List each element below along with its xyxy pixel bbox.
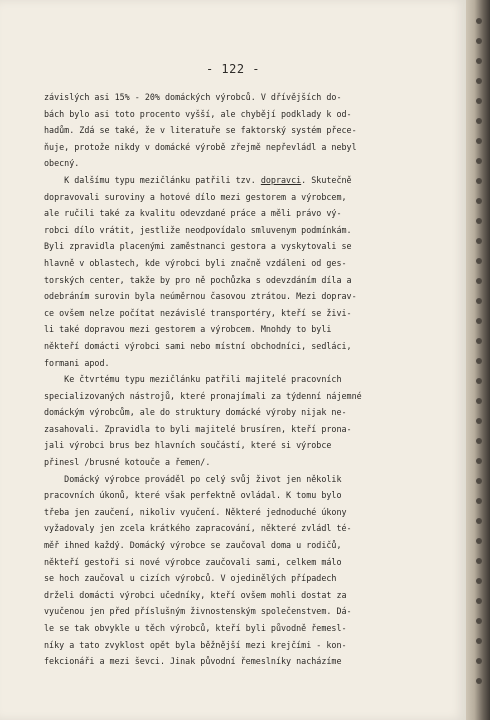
text-line xyxy=(44,388,454,405)
text-segment: závislých asi 15% - 20% domáckých výrobců. V dřívějších do- xyxy=(44,92,342,102)
binding-hole xyxy=(476,458,482,464)
text-line xyxy=(44,155,454,172)
text-line xyxy=(44,653,454,670)
binding-hole xyxy=(476,538,482,544)
binding-hole xyxy=(476,658,482,664)
text-segment: . Skutečně xyxy=(301,174,352,185)
text-segment: domáckým výrobcům, ale do struktury domácké výroby nijak ne- xyxy=(44,407,347,418)
binding-hole xyxy=(476,278,482,284)
text-line xyxy=(44,305,454,322)
page-number: - 122 - xyxy=(205,62,261,76)
binding-hole xyxy=(476,378,482,384)
text-segment: obecný. xyxy=(44,158,80,169)
text-line xyxy=(44,205,454,222)
text-line xyxy=(44,620,454,637)
body-text xyxy=(44,89,454,670)
binding-hole xyxy=(476,58,482,64)
binding-hole xyxy=(476,338,482,344)
binding-hole xyxy=(476,418,482,424)
binding-hole xyxy=(476,558,482,564)
text-line xyxy=(44,603,454,620)
binding-hole xyxy=(476,118,482,124)
text-segment: torských center, takže by pro ně pochůzka s odevzdáním díla a xyxy=(44,274,352,285)
binding-hole xyxy=(476,218,482,224)
text-line xyxy=(44,189,454,206)
text-segment: zasahovali. Zpravidla to byli majitelé brusíren, kteří prona- xyxy=(44,423,352,434)
text-line xyxy=(44,222,454,239)
text-segment: bách bylo asi toto procento vyšší, ale chybějí podklady k od- xyxy=(44,108,352,119)
text-segment: ňuje, protože nikdy v domácké výrobě zřejmě nepřevládl a nebyl xyxy=(44,141,357,152)
text-line xyxy=(44,471,454,488)
text-segment: specializovaných nástrojů, které pronajímali za týdenní nájemné xyxy=(44,390,362,401)
text-segment: li také dopravou mezi gestorem a výrobcem. Mnohdy to byli xyxy=(44,324,332,335)
text-line xyxy=(44,355,454,372)
binding-hole xyxy=(476,438,482,444)
binding-hole xyxy=(476,78,482,84)
binding-hole xyxy=(476,178,482,184)
text-line xyxy=(44,520,454,537)
text-line xyxy=(44,272,454,289)
binding-hole xyxy=(476,98,482,104)
text-segment: Domácký výrobce prováděl po celý svůj život jen několik xyxy=(44,473,342,484)
text-line xyxy=(44,122,454,139)
binding-hole xyxy=(476,678,482,684)
text-line xyxy=(44,288,454,305)
text-segment: Byli zpravidla placenými zaměstnanci gestora a vyskytovali se xyxy=(44,241,352,252)
text-line xyxy=(44,106,454,123)
binding-hole xyxy=(476,498,482,504)
binding-holes xyxy=(476,18,484,698)
text-segment: pracovních úkonů, které však perfektně ovládal. K tomu bylo xyxy=(44,490,342,501)
text-line xyxy=(44,255,454,272)
text-segment: le se tak obvykle u těch výrobců, kteří byli původně řemesl- xyxy=(44,623,347,633)
binding-hole xyxy=(476,138,482,144)
text-line xyxy=(44,404,454,421)
binding-hole xyxy=(476,398,482,404)
text-line xyxy=(44,421,454,438)
binding-hole xyxy=(476,638,482,644)
text-line xyxy=(44,587,454,604)
binding-spine xyxy=(466,0,490,720)
text-line xyxy=(44,338,454,355)
text-line xyxy=(44,172,454,189)
text-segment: vyučenou jen před příslušným živnostenským společenstvem. Dá- xyxy=(44,606,352,617)
text-segment: hlavně v oblastech, kde výrobci byli značně vzdáleni od ges- xyxy=(44,257,347,268)
text-line xyxy=(44,238,454,255)
underlined-term: dopravci xyxy=(260,174,302,185)
text-segment: ce ovšem nelze počítat nezávislé transportéry, kteří se živi- xyxy=(44,307,352,318)
binding-hole xyxy=(476,578,482,584)
binding-hole xyxy=(476,618,482,624)
binding-hole xyxy=(476,358,482,364)
text-line xyxy=(44,570,454,587)
text-line xyxy=(44,89,454,106)
text-segment: odebráním surovin byla neúměrnou časovou ztrátou. Mezi doprav- xyxy=(44,291,357,302)
text-segment: třeba jen zaučení, nikoliv vyučení. Některé jednoduché úkony xyxy=(44,506,347,517)
text-segment: měř ihned každý. Domácký výrobce se zaučoval doma u rodičů, xyxy=(44,540,342,551)
binding-hole xyxy=(476,238,482,244)
binding-hole xyxy=(476,598,482,604)
binding-hole xyxy=(476,158,482,164)
text-segment: níky a tato zvyklost opět byla běžnější mezi krejčími - kon- xyxy=(44,639,347,650)
text-segment: se hoch zaučoval u cizích výrobců. V ojedinělých případech xyxy=(44,573,337,584)
text-segment: fekcionáři a mezi ševci. Jinak původní řemeslníky nacházíme xyxy=(44,656,342,667)
text-segment: vyžadovaly jen zcela krátkého zapracování, některé zvládl té- xyxy=(44,523,352,534)
text-segment: formani apod. xyxy=(44,357,110,368)
text-segment: hadům. Zdá se také, že v literatuře se faktorský systém přece- xyxy=(44,125,357,136)
text-line xyxy=(44,537,454,554)
text-segment: drželi domácti výrobci učedníky, kteří ovšem mohli dostat za xyxy=(44,589,347,600)
text-segment: někteří domácti výrobci sami nebo místní obchodníci, sedláci, xyxy=(44,340,352,351)
binding-hole xyxy=(476,478,482,484)
text-line xyxy=(44,487,454,504)
text-line xyxy=(44,139,454,156)
binding-hole xyxy=(476,258,482,264)
text-line xyxy=(44,554,454,571)
text-line xyxy=(44,321,454,338)
text-line xyxy=(44,637,454,654)
text-segment: jali výrobci brus bez hlavních součástí, které si výrobce xyxy=(44,440,332,451)
binding-hole xyxy=(476,38,482,44)
binding-hole xyxy=(476,198,482,204)
text-segment: dopravovali suroviny a hotové dílo mezi gestorem a výrobcem, xyxy=(44,191,347,202)
text-segment: Ke čtvrtému typu mezičlánku patřili majitelé pracovních xyxy=(44,374,342,385)
text-segment: přinesl /brusné kotouče a řemen/. xyxy=(44,457,211,468)
text-segment: robci dílo vrátit, jestliže neodpovídalo smluvenym podmínkám. xyxy=(44,224,352,235)
binding-hole xyxy=(476,18,482,24)
binding-hole xyxy=(476,298,482,304)
text-segment: ale ručili také za kvalitu odevzdané práce a měli právo vý- xyxy=(44,208,342,219)
text-segment: někteří gestoři si nové výrobce zaučovali sami, celkem málo xyxy=(44,556,342,567)
text-line xyxy=(44,371,454,388)
text-line xyxy=(44,437,454,454)
text-line xyxy=(44,504,454,521)
binding-hole xyxy=(476,318,482,324)
text-line xyxy=(44,454,454,471)
text-segment: K dalšímu typu mezičlánku patřili tzv. xyxy=(44,174,261,185)
binding-hole xyxy=(476,518,482,524)
